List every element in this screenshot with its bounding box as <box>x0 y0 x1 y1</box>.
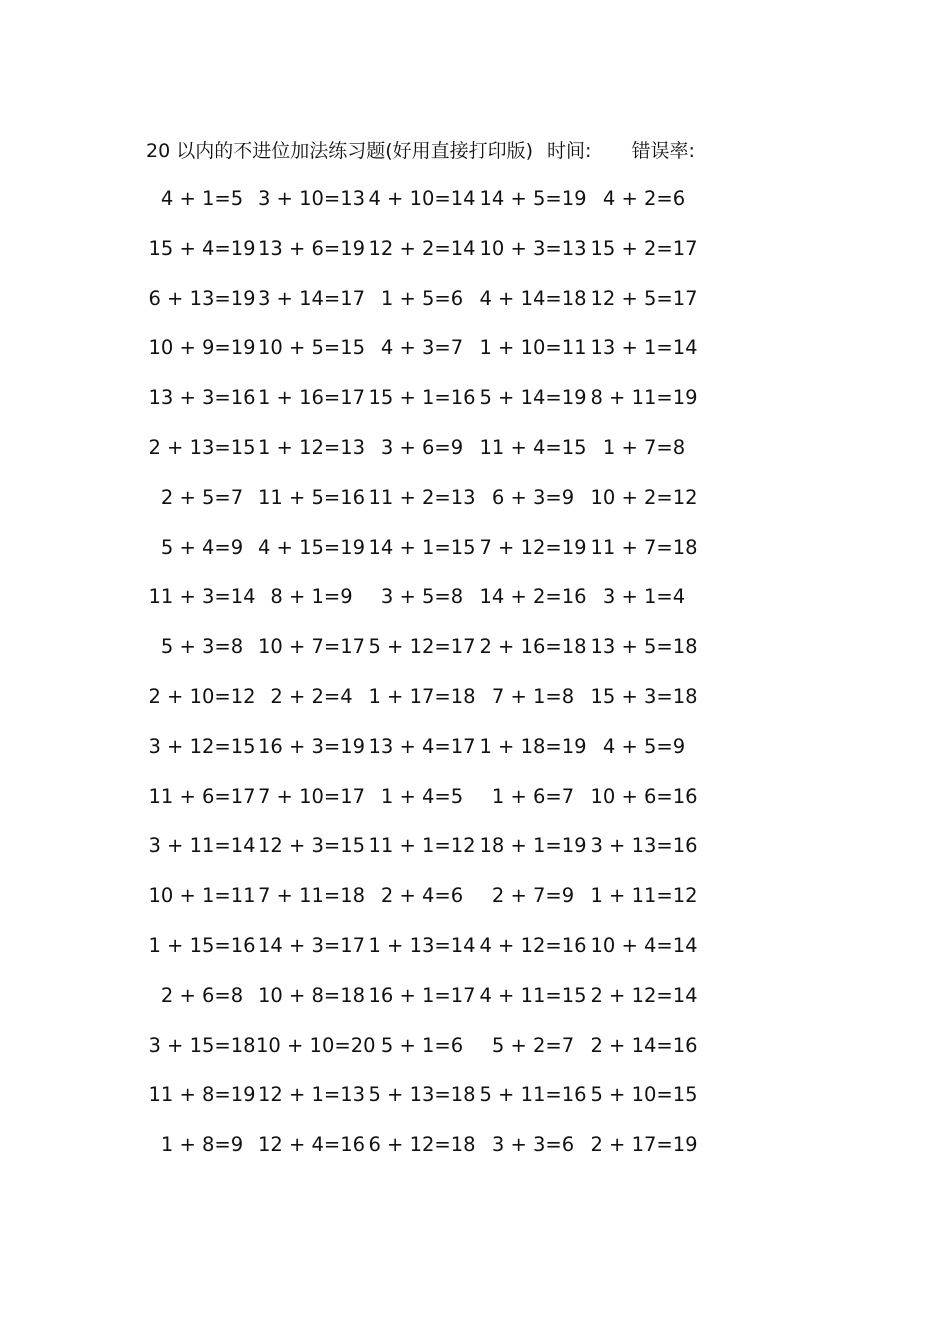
problem-item: 2 + 17=19 <box>590 1133 698 1157</box>
problem-item: 18 + 1=19 <box>479 834 587 858</box>
problem-item: 5 + 12=17 <box>368 635 476 659</box>
problem-item: 5 + 10=15 <box>590 1083 698 1107</box>
problem-item: 12 + 5=17 <box>590 286 698 310</box>
problem-item: 11 + 6=17 <box>148 784 256 808</box>
error-rate-label: 错误率: <box>631 140 695 162</box>
problem-row <box>148 1033 708 1083</box>
problem-item: 15 + 1=16 <box>368 386 476 410</box>
problem-item: 3 + 10=13 <box>257 187 366 210</box>
problem-item: 1 + 13=14 <box>368 933 476 957</box>
problem-row <box>148 983 708 1033</box>
problem-item: 11 + 4=15 <box>479 435 587 459</box>
problem-item: 10 + 6=16 <box>590 784 698 808</box>
problem-item: 2 + 2=4 <box>270 684 353 708</box>
problem-item: 4 + 14=18 <box>479 286 587 310</box>
problem-item: 13 + 6=19 <box>257 236 366 260</box>
problem-item: 5 + 1=6 <box>380 1033 464 1057</box>
problem-row <box>148 933 708 983</box>
problem-row <box>148 1082 708 1132</box>
worksheet-header <box>146 138 695 164</box>
problem-item: 5 + 2=7 <box>491 1033 575 1057</box>
problem-row <box>148 584 708 634</box>
problem-item: 10 + 5=15 <box>257 336 366 360</box>
problem-item: 1 + 16=17 <box>257 386 366 410</box>
problem-item: 3 + 12=15 <box>148 734 256 758</box>
problem-row <box>148 734 708 784</box>
problem-row <box>148 684 708 734</box>
problem-row <box>148 634 708 684</box>
problem-item: 5 + 13=18 <box>368 1083 476 1107</box>
problem-item: 12 + 3=15 <box>257 834 366 858</box>
problem-item: 4 + 12=16 <box>479 933 587 957</box>
problem-item: 2 + 7=9 <box>491 884 575 908</box>
problem-row <box>148 485 708 535</box>
problem-item: 3 + 5=8 <box>380 585 464 609</box>
problem-row <box>148 883 708 933</box>
problem-item: 1 + 7=8 <box>602 435 686 459</box>
problem-item: 3 + 3=6 <box>491 1133 575 1157</box>
problem-item: 2 + 10=12 <box>148 684 256 708</box>
problem-row <box>148 435 708 485</box>
problem-row <box>148 833 708 883</box>
problem-item: 10 + 3=13 <box>479 236 587 260</box>
problem-item: 11 + 2=13 <box>368 485 476 509</box>
problem-item: 1 + 8=9 <box>160 1133 244 1157</box>
problem-item: 3 + 13=16 <box>590 834 698 858</box>
problem-item: 11 + 7=18 <box>590 535 698 559</box>
problem-item: 3 + 6=9 <box>380 435 464 459</box>
problem-item: 13 + 5=18 <box>590 635 698 659</box>
problem-row <box>148 385 708 435</box>
problem-item: 2 + 12=14 <box>590 983 698 1007</box>
problem-item: 12 + 2=14 <box>368 236 476 260</box>
problem-row <box>148 784 708 834</box>
problem-item: 12 + 1=13 <box>257 1083 366 1107</box>
problem-item: 1 + 12=13 <box>257 435 366 459</box>
problem-item: 15 + 2=17 <box>590 236 698 260</box>
problem-item: 2 + 4=6 <box>380 884 464 908</box>
problem-item: 10 + 1=11 <box>148 884 256 908</box>
problem-item: 1 + 6=7 <box>491 784 575 808</box>
problem-item: 7 + 12=19 <box>479 535 587 559</box>
problem-item: 1 + 10=11 <box>479 336 587 360</box>
problem-item: 4 + 3=7 <box>380 336 464 360</box>
problem-item: 13 + 1=14 <box>590 336 698 360</box>
problem-item: 1 + 15=16 <box>148 933 256 957</box>
problem-item: 5 + 14=19 <box>479 386 587 410</box>
problem-item: 3 + 15=18 <box>148 1033 256 1057</box>
worksheet-title: 20 以内的不进位加法练习题(好用直接打印版) <box>146 140 534 162</box>
problem-item: 10 + 9=19 <box>148 336 256 360</box>
problem-row <box>148 535 708 585</box>
problem-item: 13 + 4=17 <box>368 734 476 758</box>
problem-item: 10 + 10=20 <box>256 1033 376 1057</box>
problem-item: 1 + 4=5 <box>380 784 464 808</box>
problem-item: 4 + 11=15 <box>479 983 587 1007</box>
problem-item: 14 + 5=19 <box>479 187 587 210</box>
problem-item: 11 + 5=16 <box>257 485 366 509</box>
problem-item: 11 + 3=14 <box>148 585 256 609</box>
problem-item: 1 + 18=19 <box>479 734 587 758</box>
problem-row <box>148 186 708 236</box>
problem-item: 3 + 14=17 <box>257 286 366 310</box>
problem-item: 4 + 10=14 <box>368 187 476 210</box>
problem-item: 4 + 5=9 <box>602 734 686 758</box>
problem-item: 10 + 7=17 <box>257 635 366 659</box>
problem-item: 7 + 1=8 <box>491 684 575 708</box>
problem-item: 6 + 3=9 <box>491 485 575 509</box>
problem-item: 12 + 4=16 <box>257 1133 366 1157</box>
problem-row <box>148 286 708 336</box>
problem-item: 13 + 3=16 <box>148 386 256 410</box>
problem-item: 2 + 14=16 <box>590 1033 698 1057</box>
problem-item: 2 + 5=7 <box>160 485 244 509</box>
problem-item: 2 + 16=18 <box>479 635 587 659</box>
problem-item: 11 + 8=19 <box>148 1083 256 1107</box>
problem-item: 15 + 3=18 <box>590 684 698 708</box>
problem-item: 6 + 12=18 <box>368 1133 476 1157</box>
problem-item: 11 + 1=12 <box>368 834 476 858</box>
problem-item: 2 + 6=8 <box>160 983 244 1007</box>
problem-item: 5 + 11=16 <box>479 1083 587 1107</box>
problem-item: 10 + 4=14 <box>590 933 698 957</box>
problem-item: 3 + 11=14 <box>148 834 256 858</box>
problem-item: 14 + 1=15 <box>368 535 476 559</box>
problem-item: 10 + 2=12 <box>590 485 698 509</box>
problem-item: 6 + 13=19 <box>148 286 256 310</box>
problem-item: 2 + 13=15 <box>148 435 256 459</box>
problem-item: 1 + 5=6 <box>380 286 464 310</box>
problem-item: 7 + 11=18 <box>257 884 366 908</box>
problem-row <box>148 236 708 286</box>
problem-row <box>148 1132 708 1182</box>
time-label: 时间: <box>547 140 592 162</box>
problem-item: 15 + 4=19 <box>148 236 256 260</box>
problem-item: 16 + 1=17 <box>368 983 476 1007</box>
problem-item: 1 + 11=12 <box>590 884 698 908</box>
problem-item: 5 + 3=8 <box>160 635 244 659</box>
problem-grid <box>148 186 708 1182</box>
problem-item: 8 + 1=9 <box>270 585 353 609</box>
problem-item: 7 + 10=17 <box>257 784 366 808</box>
problem-item: 3 + 1=4 <box>602 585 686 609</box>
problem-item: 4 + 15=19 <box>257 535 366 559</box>
problem-item: 1 + 17=18 <box>368 684 476 708</box>
problem-item: 14 + 2=16 <box>479 585 587 609</box>
problem-item: 10 + 8=18 <box>257 983 366 1007</box>
problem-item: 4 + 2=6 <box>602 187 686 210</box>
problem-item: 14 + 3=17 <box>257 933 366 957</box>
problem-item: 16 + 3=19 <box>257 734 366 758</box>
problem-item: 5 + 4=9 <box>160 535 244 559</box>
problem-row <box>148 335 708 385</box>
problem-item: 8 + 11=19 <box>590 386 698 410</box>
problem-item: 4 + 1=5 <box>160 187 244 210</box>
